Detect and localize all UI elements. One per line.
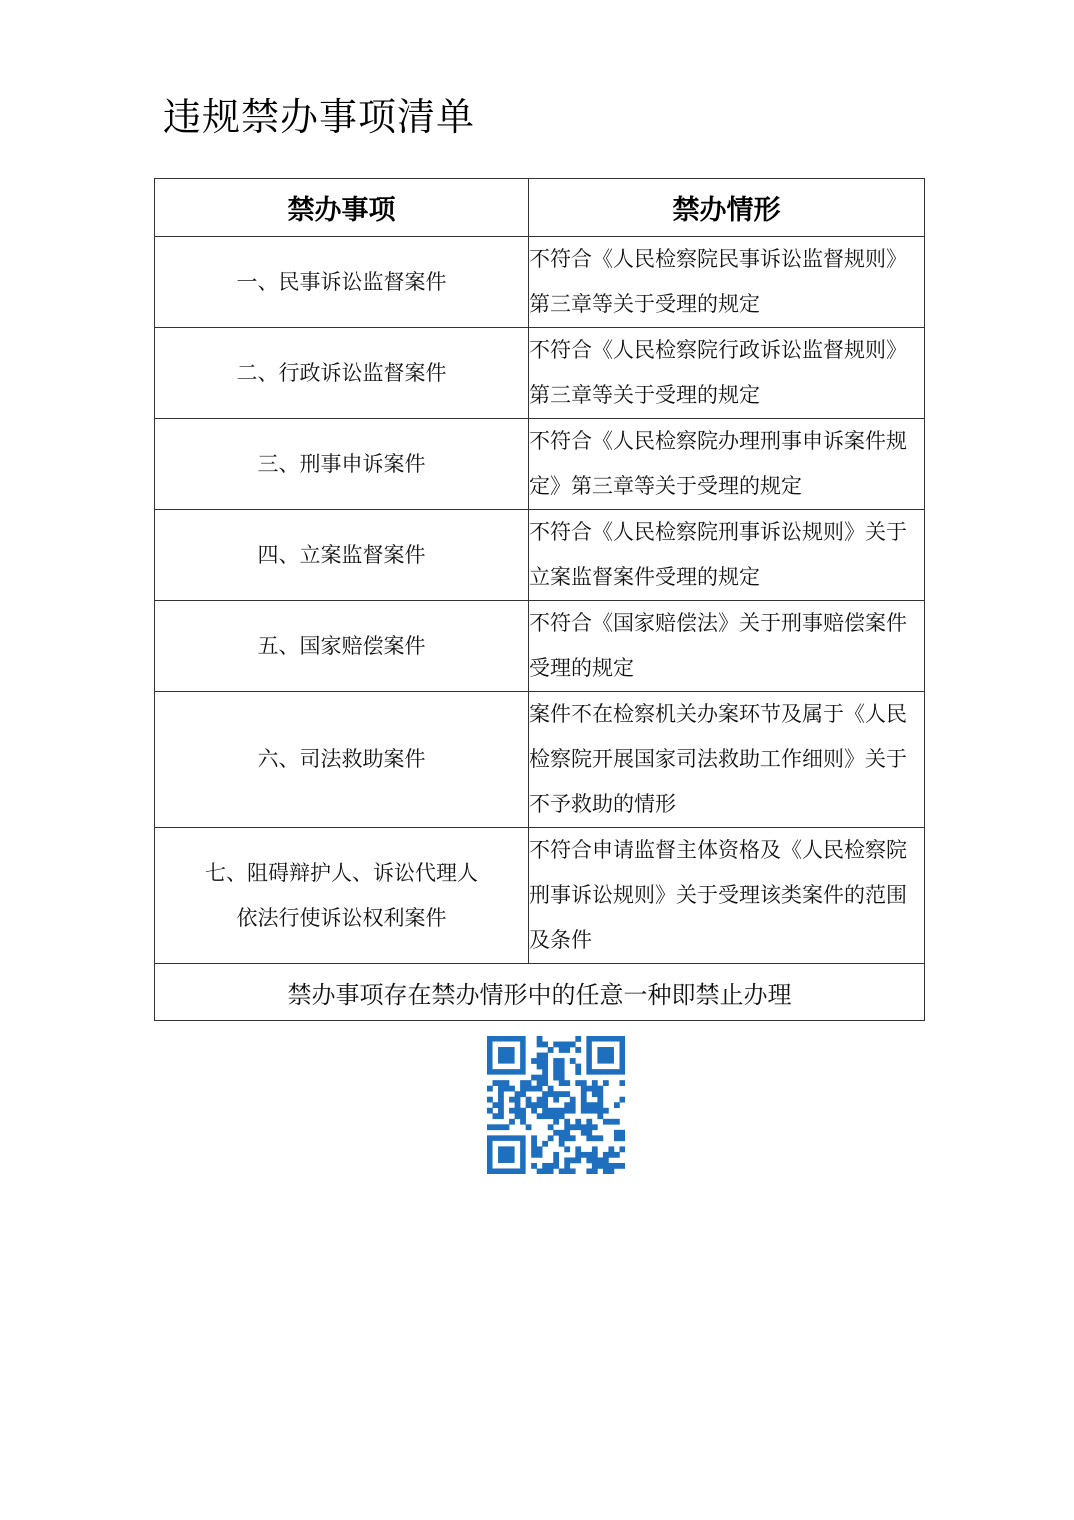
row-condition: 不符合申请监督主体资格及《人民检察院刑事诉讼规则》关于受理该类案件的范围及条件: [529, 828, 925, 964]
table-row: [155, 419, 925, 510]
prohibited-items-table: [154, 178, 925, 1021]
table-row: [155, 828, 925, 964]
qr-code-icon: [487, 1036, 625, 1174]
table-row: [155, 601, 925, 692]
header-item: 禁办事项: [155, 179, 529, 237]
table-row: [155, 237, 925, 328]
table-footer-row: [155, 964, 925, 1021]
row-condition: 不符合《人民检察院民事诉讼监督规则》第三章等关于受理的规定: [529, 237, 925, 328]
table-footer-note: 禁办事项存在禁办情形中的任意一种即禁止办理: [155, 964, 925, 1021]
header-condition: 禁办情形: [529, 179, 925, 237]
row-condition: 不符合《国家赔偿法》关于刑事赔偿案件受理的规定: [529, 601, 925, 692]
row-condition: 案件不在检察机关办案环节及属于《人民检察院开展国家司法救助工作细则》关于不予救助的情形: [529, 692, 925, 828]
table-row: [155, 510, 925, 601]
row-condition: 不符合《人民检察院行政诉讼监督规则》第三章等关于受理的规定: [529, 328, 925, 419]
row-item: 二、行政诉讼监督案件: [155, 328, 529, 419]
row-item: 一、民事诉讼监督案件: [155, 237, 529, 328]
row-item: 五、国家赔偿案件: [155, 601, 529, 692]
row-item: 三、刑事申诉案件: [155, 419, 529, 510]
table-row: [155, 328, 925, 419]
row-condition: 不符合《人民检察院办理刑事申诉案件规定》第三章等关于受理的规定: [529, 419, 925, 510]
row-item: 七、阻碍辩护人、诉讼代理人依法行使诉讼权利案件: [155, 828, 529, 964]
row-item: 四、立案监督案件: [155, 510, 529, 601]
page-title: 违规禁办事项清单: [163, 95, 476, 139]
table-row: [155, 692, 925, 828]
table-header-row: [155, 179, 925, 237]
row-item: 六、司法救助案件: [155, 692, 529, 828]
row-condition: 不符合《人民检察院刑事诉讼规则》关于立案监督案件受理的规定: [529, 510, 925, 601]
